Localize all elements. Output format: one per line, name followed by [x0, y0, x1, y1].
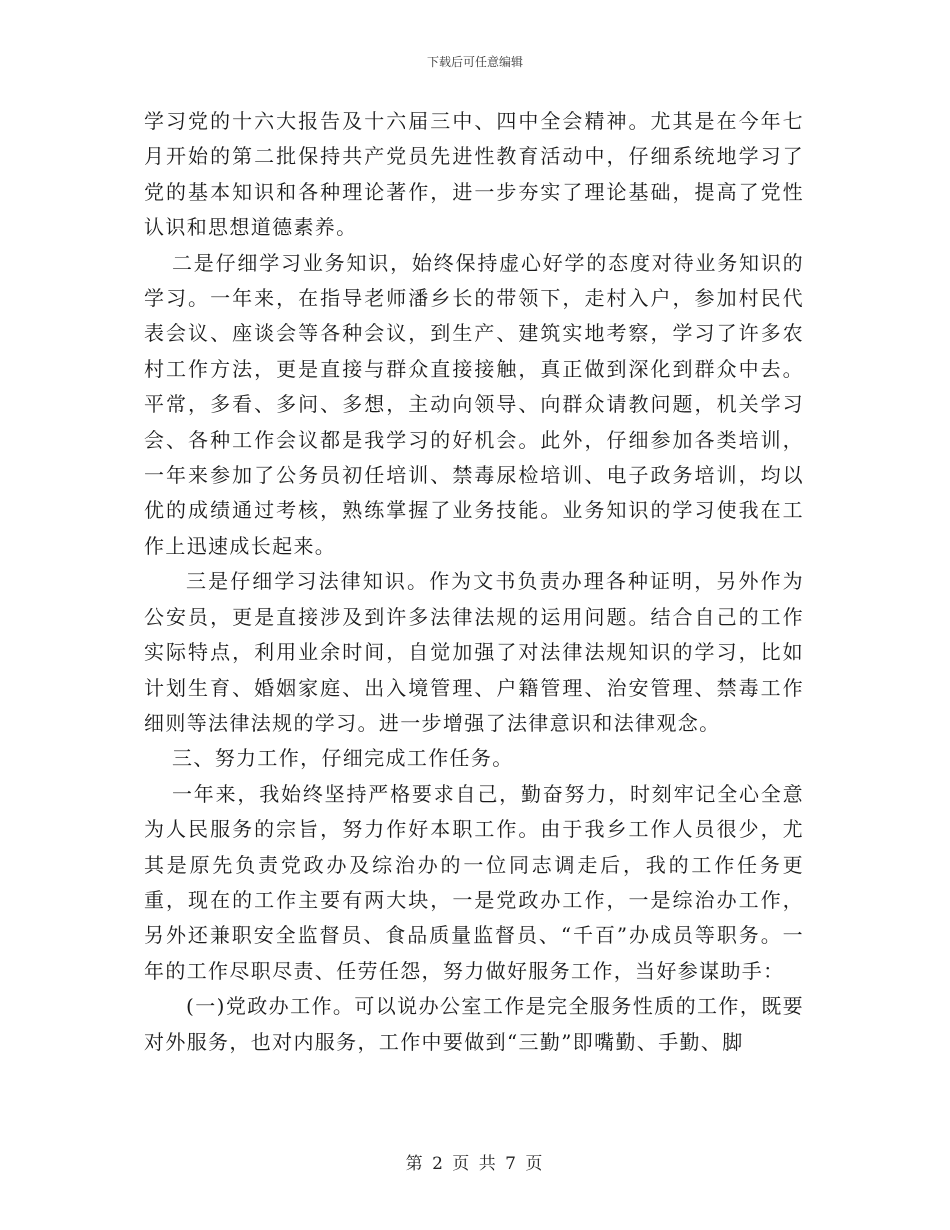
section-heading-work: 三、努力工作，仔细完成工作任务。: [172, 746, 514, 771]
page-number: 第 2 页 共 7 页: [405, 1154, 545, 1174]
page-header: 下载后可任意编辑: [426, 55, 523, 69]
paragraph-business-knowledge: 二是仔细学习业务知识，始终保持虚心好学的态度对待业务知识的学习。一年来，在指导老师潘乡长的带领下，走村入户，参加村民代表会议、座谈会等各种会议，到生产、建筑实地考察，学习了许多农村工作方法，更是直接与群众直接接触，真正做到深化到群众中去。平常，多看、多问、多想，主动向领导、向群众请教问题，机关学习会、各种工作会议都是我学习的好机会。此外，仔细参加各类培训，一年来参加了公务员初任培训、禁毒尿检培训、电子政务培训，均以优的成绩通过考核，熟练掌握了业务技能。业务知识的学习使我在工作上迅速成长起来。: [144, 250, 804, 558]
paragraph-office-work: (一)党政办工作。可以说办公室工作是完全服务性质的工作，既要对外服务，也对内服务，工作中要做到“三勤”即嘴勤、手勤、脚: [144, 994, 804, 1054]
paragraph-legal-knowledge: 三是仔细学习法律知识。作为文书负责办理各种证明，另外作为公安员，更是直接涉及到许多法律法规的运用问题。结合自己的工作实际特点，利用业余时间，自觉加强了对法律法规知识的学习，比如计划生育、婚姻家庭、出入境管理、户籍管理、治安管理、禁毒工作细则等法律法规的学习。进一步增强了法律意识和法律观念。: [144, 569, 804, 735]
paragraph-party-study: 学习党的十六大报告及十六届三中、四中全会精神。尤其是在今年七月开始的第二批保持共产党员先进性教育活动中，仔细系统地学习了党的基本知识和各种理论著作，进一步夯实了理论基础，提高了党性认识和思想道德素养。: [144, 109, 804, 240]
paragraph-work-summary: 一年来，我始终坚持严格要求自己，勤奋努力，时刻牢记全心全意为人民服务的宗旨，努力作好本职工作。由于我乡工作人员很少，尤其是原先负责党政办及综治办的一位同志调走后，我的工作任务更重，现在的工作主要有两大块，一是党政办工作，一是综治办工作，另外还兼职安全监督员、食品质量监督员、“千百”办成员等职务。一年的工作尽职尽责、任劳任怨，努力做好服务工作，当好参谋助手：: [144, 781, 804, 983]
document-body: [144, 104, 804, 1060]
